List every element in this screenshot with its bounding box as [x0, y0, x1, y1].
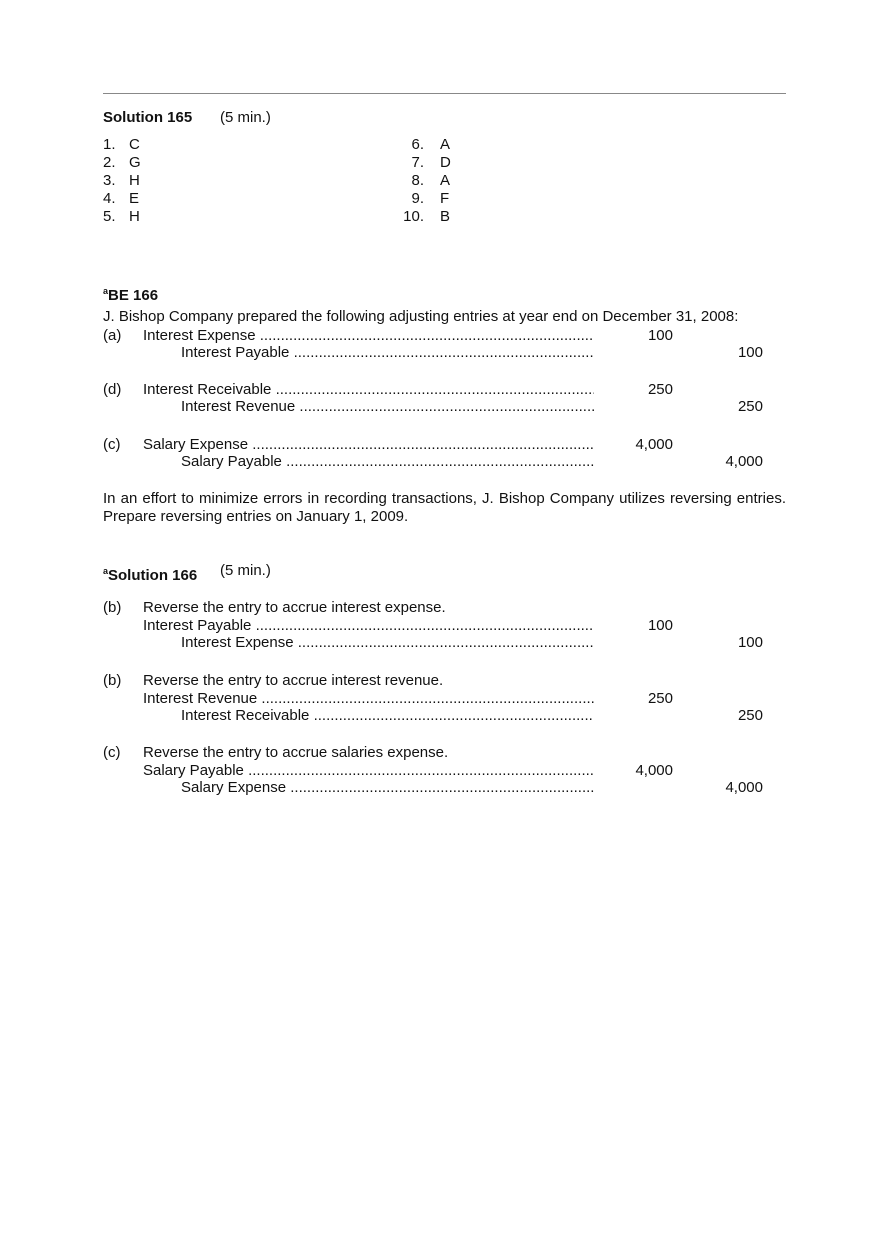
answer-letter: A — [440, 136, 451, 153]
answer-letter: A — [440, 172, 451, 189]
answer-number: 3. — [103, 172, 116, 189]
credit-amount: 250 — [737, 398, 763, 415]
be-166-question: In an effort to minimize errors in recording transactions, J. Bishop Company utilizes reversing entries. Prepare reversing entries on January 1, 2009. — [103, 490, 786, 525]
superscript: a — [103, 566, 109, 576]
answer-letter: H — [129, 172, 140, 189]
solution-165-time: (5 min.) — [220, 109, 271, 126]
debit-account: Interest Expense ..... — [143, 327, 594, 345]
answer-letter: E — [129, 190, 140, 207]
credit-account: Interest Payable ..... — [181, 344, 594, 362]
solution-165-title: Solution 165 — [103, 109, 193, 126]
credit-amount: 100 — [737, 344, 763, 361]
debit-amount: 4,000 — [635, 436, 673, 453]
credit-amount: 4,000 — [725, 779, 763, 796]
answer-number: 6. — [411, 136, 424, 153]
header-rule — [103, 93, 786, 94]
entry-label: (a) — [103, 327, 122, 344]
be-166-title: BE 166 — [108, 287, 159, 304]
debit-account: Interest Receivable ..... — [143, 381, 594, 399]
credit-account: Interest Revenue ..... — [181, 398, 594, 416]
entry-note: Reverse the entry to accrue salaries expense. — [143, 744, 449, 761]
debit-amount: 250 — [647, 381, 673, 398]
credit-amount: 250 — [737, 707, 763, 724]
credit-account: Interest Expense ..... — [181, 634, 594, 652]
answer-letter: H — [129, 208, 140, 225]
credit-account: Salary Expense ..... — [181, 779, 594, 797]
entry-note: Reverse the entry to accrue interest expense. — [143, 599, 446, 616]
answer-letter: C — [129, 136, 140, 153]
entry-label: (b) — [103, 599, 122, 616]
debit-account: Interest Payable ..... — [143, 617, 594, 635]
answer-number: 5. — [103, 208, 116, 225]
answer-number: 9. — [411, 190, 424, 207]
debit-amount: 100 — [647, 327, 673, 344]
debit-amount: 250 — [647, 690, 673, 707]
credit-amount: 100 — [737, 634, 763, 651]
entry-label: (c) — [103, 436, 121, 453]
credit-amount: 4,000 — [725, 453, 763, 470]
debit-amount: 100 — [647, 617, 673, 634]
debit-account: Interest Revenue ..... — [143, 690, 594, 708]
answer-number: 7. — [411, 154, 424, 171]
debit-account: Salary Payable ..... — [143, 762, 594, 780]
entry-label: (b) — [103, 672, 122, 689]
entry-note: Reverse the entry to accrue interest revenue. — [143, 672, 444, 689]
solution-166-time: (5 min.) — [220, 562, 271, 579]
answer-number: 10. — [403, 208, 424, 225]
answer-number: 4. — [103, 190, 116, 207]
entry-label: (c) — [103, 744, 121, 761]
be-166-intro: J. Bishop Company prepared the following adjusting entries at year end on December 31, 2008: — [103, 308, 739, 325]
credit-account: Interest Receivable ..... — [181, 707, 594, 725]
answer-number: 1. — [103, 136, 116, 153]
solution-166-heading — [103, 562, 197, 585]
answer-letter: B — [440, 208, 451, 225]
answer-number: 2. — [103, 154, 116, 171]
debit-account: Salary Expense ..... — [143, 436, 594, 454]
debit-amount: 4,000 — [635, 762, 673, 779]
be-166-heading — [103, 282, 158, 305]
answer-letter: G — [129, 154, 141, 171]
superscript: a — [103, 286, 109, 296]
answer-letter: F — [440, 190, 450, 207]
answer-letter: D — [440, 154, 451, 171]
credit-account: Salary Payable ..... — [181, 453, 594, 471]
answer-number: 8. — [411, 172, 424, 189]
entry-label: (d) — [103, 381, 122, 398]
solution-166-title: Solution 166 — [108, 567, 198, 584]
